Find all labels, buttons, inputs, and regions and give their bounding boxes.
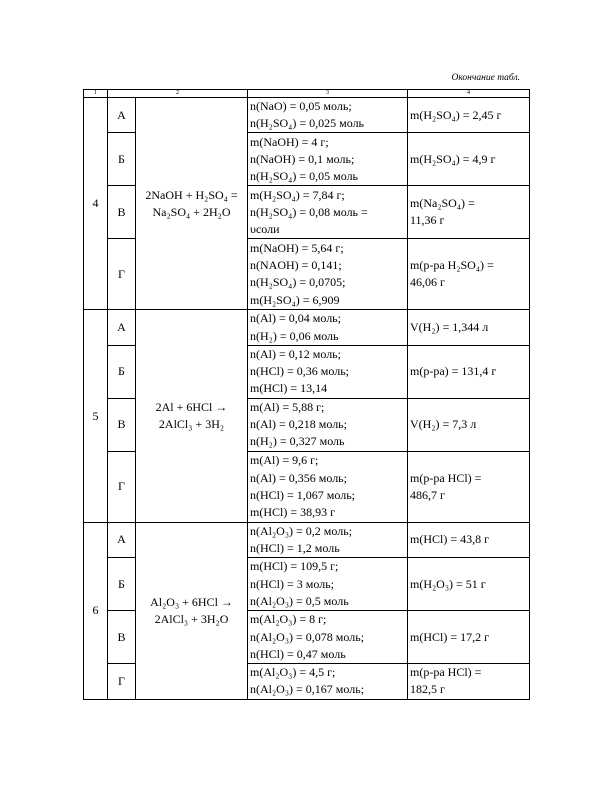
condition-line: n(HCl) = 0,36 моль;	[250, 364, 349, 379]
answer-line: m(H₂O₃) = 51 г	[410, 576, 486, 591]
condition-line: n(H₂SO₄) = 0,08 моль =	[250, 204, 368, 219]
variant-label: Г	[108, 451, 136, 522]
conditions-cell	[248, 310, 408, 345]
answer-line: m(р-ра HCl) =	[410, 470, 482, 485]
condition-line: n(Al) = 0,356 моль;	[250, 470, 347, 485]
answer-cell	[408, 558, 530, 611]
equation-line: Na₂SO₄ + 2H₂O	[152, 204, 231, 219]
conditions-cell	[248, 98, 408, 133]
condition-line: n(Al) = 0,12 моль;	[250, 347, 341, 361]
condition-line: m(NaOH) = 5,64 г;	[250, 241, 344, 255]
condition-line: m(HCl) = 13,14	[250, 381, 328, 396]
solutions-table	[83, 89, 530, 700]
equation-line: 2AlCl₃ + 3H₂O	[154, 611, 229, 626]
condition-line: n(NAOH) = 0,141;	[250, 258, 342, 273]
condition-line: m(Al) = 9,6 г;	[250, 453, 319, 468]
condition-line: m(H₂SO₄) = 7,84 г;	[250, 187, 345, 202]
answer-line: V(H₂) = 7,3 л	[410, 417, 477, 432]
conditions-cell	[248, 345, 408, 398]
equation-line: Al₂O₃ + 6HCl →	[150, 594, 233, 609]
reaction-equation	[136, 98, 248, 310]
condition-line: n(Al₂O₃) = 0,5 моль	[250, 593, 349, 608]
condition-line: n(HCl) = 1,067 моль;	[250, 487, 355, 502]
conditions-cell	[248, 451, 408, 522]
condition-line: m(Al) = 5,88 г;	[250, 400, 325, 414]
condition-line: m(H₂SO₄) = 6,909	[250, 292, 340, 307]
condition-line: n(H₂) = 0,06 моль	[250, 328, 339, 343]
answer-line: m(HCl) = 17,2 г	[410, 629, 490, 644]
answer-cell	[408, 186, 530, 239]
condition-line: n(H₂) = 0,327 моль	[250, 434, 345, 449]
variant-label: Б	[108, 345, 136, 398]
answer-cell	[408, 664, 530, 699]
answer-line: V(H₂) = 1,344 л	[410, 320, 489, 334]
condition-line: n(NaOH) = 0,1 моль;	[250, 151, 355, 166]
variant-label: В	[108, 186, 136, 239]
answer-cell	[408, 522, 530, 557]
conditions-cell	[248, 522, 408, 557]
header-cell-1: 1	[84, 90, 108, 98]
condition-line: n(NaO) = 0,05 моль;	[250, 99, 352, 113]
equation-line: 2AlCl₃ + 3H₂	[158, 417, 225, 432]
reaction-equation	[136, 522, 248, 699]
answer-cell	[408, 98, 530, 133]
conditions-cell	[248, 186, 408, 239]
condition-line: n(Al₂O₃) = 0,2 моль;	[250, 523, 353, 538]
answer-cell	[408, 133, 530, 186]
answer-line: 182,5 г	[410, 682, 445, 697]
answer-cell	[408, 310, 530, 345]
answer-cell	[408, 239, 530, 310]
answer-cell	[408, 345, 530, 398]
answer-line: m(р-ра HCl) =	[410, 665, 482, 680]
answer-cell	[408, 611, 530, 664]
header-cell-3: 3	[248, 90, 408, 98]
variant-label: Б	[108, 558, 136, 611]
header-row	[84, 90, 530, 98]
task-number: 5	[84, 310, 108, 522]
variant-label: Г	[108, 239, 136, 310]
condition-line: m(Al₂O₃) = 4,5 г;	[250, 665, 336, 680]
answer-line: m(Na₂SO₄) =	[410, 196, 475, 211]
condition-line: n(Al) = 0,218 моль;	[250, 417, 347, 432]
condition-line: n(HCl) = 0,47 моль	[250, 646, 346, 661]
table-row	[84, 98, 530, 133]
equation-line: 2Al + 6HCl →	[155, 399, 228, 414]
table-caption: Окончание табл.	[451, 73, 520, 83]
condition-line: m(NaOH) = 4 г;	[250, 134, 329, 149]
condition-line: m(HCl) = 109,5 г;	[250, 559, 339, 574]
variant-label: А	[108, 98, 136, 133]
condition-line: n(H₂SO₄) = 0,05 моль	[250, 169, 359, 183]
conditions-cell	[248, 558, 408, 611]
task-number: 6	[84, 522, 108, 699]
answer-line: m(р-ра) = 131,4 г	[410, 364, 497, 379]
answer-line: m(H₂SO₄) = 2,45 г	[410, 107, 502, 122]
variant-label: Б	[108, 133, 136, 186]
answer-cell	[408, 398, 530, 451]
answer-line: m(HCl) = 43,8 г	[410, 532, 490, 547]
table-row	[84, 522, 530, 557]
answer-line: 46,06 г	[410, 275, 445, 290]
header-cell-4: 4	[408, 90, 530, 98]
condition-line: n(HCl) = 3 моль;	[250, 576, 334, 591]
table-row	[84, 310, 530, 345]
variant-label: В	[108, 611, 136, 664]
reaction-equation	[136, 310, 248, 522]
condition-line: m(HCl) = 38,93 г	[250, 505, 336, 520]
condition-line: n(H₂SO₄) = 0,0705;	[250, 275, 346, 290]
answer-cell	[408, 451, 530, 522]
condition-line: n(Al₂O₃) = 0,167 моль;	[250, 682, 365, 697]
conditions-cell	[248, 133, 408, 186]
conditions-cell	[248, 664, 408, 699]
equation-line: 2NaOH + H₂SO₄ =	[145, 187, 238, 202]
condition-line: n(Al) = 0,04 моль;	[250, 311, 341, 326]
condition-line: n(HCl) = 1,2 моль	[250, 541, 340, 556]
answer-line: 486,7 г	[410, 487, 445, 502]
answer-line: 11,36 г	[410, 213, 445, 228]
answer-line: m(H₂SO₄) = 4,9 г	[410, 151, 496, 166]
variant-label: В	[108, 398, 136, 451]
conditions-cell	[248, 398, 408, 451]
variant-label: А	[108, 310, 136, 345]
condition-line: n(H₂SO₄) = 0,025 моль	[250, 116, 365, 131]
header-cell-2: 2	[108, 90, 248, 98]
task-number: 4	[84, 98, 108, 310]
conditions-cell	[248, 239, 408, 310]
condition-line: υсоли	[250, 222, 280, 236]
condition-line: m(Al₂O₃) = 8 г;	[250, 612, 327, 627]
variant-label: А	[108, 522, 136, 557]
answer-line: m(р-ра H₂SO₄) =	[410, 258, 494, 273]
conditions-cell	[248, 611, 408, 664]
variant-label: Г	[108, 664, 136, 699]
condition-line: n(Al₂O₃) = 0,078 моль;	[250, 629, 365, 644]
